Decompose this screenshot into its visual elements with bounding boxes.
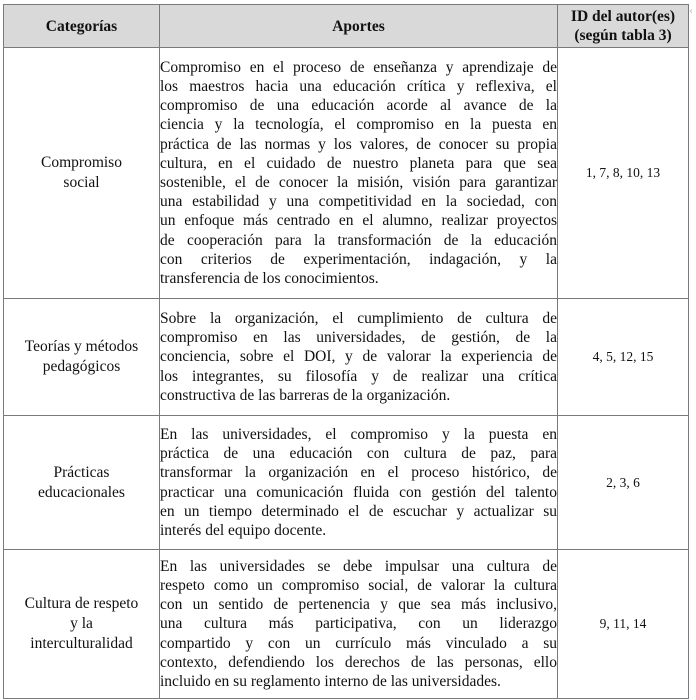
header-row [4,5,689,48]
text-line: ciencia y la tecnología, el compromiso en la puesta en [160,116,557,134]
table-row [4,416,689,550]
text-line: incluido en su reglamento interno de las universidades. [160,673,501,690]
text-line: interculturalidad [30,635,133,652]
text-line: contexto, defendiendo los derechos de las personas, ello [160,653,557,671]
text-line: conciencia, sobre el DOI, y de valorar la experiencia de [160,348,557,366]
text-line: de cooperación para la transformación de la educación [160,231,557,249]
aportes-lines [160,557,557,691]
text-line: Teorías y métodos [24,338,139,355]
text-line: con un sentido de pertenencia y que sea más inclusivo, [160,596,557,614]
text-line: práctica de una educación con cultura de paz, para [160,445,557,463]
category-lines [4,594,159,654]
category-cell [4,416,160,550]
aportes-lines [160,309,557,405]
author-ids-cell: 4, 5, 12, 15 [558,299,689,416]
text-line: compromiso de una educación acorde al avance de la [160,97,557,115]
text-line: compartido y con un currículo más vinculado a su [160,634,557,652]
text-line: cultura, en el cuidado de nuestro planeta para que sea [160,154,557,172]
table-row [4,48,689,299]
text-line: educacionales [38,483,125,501]
category-cell [4,550,160,699]
header-author-id-line1: ID del autor(es) [570,8,676,25]
contributions-table [3,4,689,699]
text-line: Prácticas [53,463,110,481]
text-line: En las universidades, el compromiso y la puesta en [160,425,557,443]
category-cell [4,299,160,416]
aportes-cell [160,299,558,416]
text-line: una estabilidad y una competitividad en la sociedad, con [160,193,557,211]
aportes-cell [160,550,558,699]
text-line: con criterios de experimentación, indagación, y la [160,250,557,268]
header-categories: Categorías [4,5,160,48]
text-line: En las universidades se debe impulsar una cultura de [160,557,557,575]
text-line: Compromiso en el proceso de enseñanza y aprendizaje de [160,58,557,76]
text-line: practicar una comunicación fluida con gestión del talento [160,483,557,501]
text-line: compromiso en las universidades, de gestión, de la [160,329,557,347]
aportes-lines [160,425,557,540]
author-ids-cell: 2, 3, 6 [558,416,689,550]
category-cell [4,48,160,299]
text-line: social [63,174,100,191]
text-line: interés del equipo docente. [160,521,327,539]
text-line: un enfoque más centrado en el alumno, realizar proyectos [160,212,557,230]
text-line: transferencia de los conocimientos. [160,270,379,288]
text-line: Cultura de respeto [24,595,139,612]
category-lines [4,337,159,377]
table-row [4,299,689,416]
text-line: sostenible, el de conocer la misión, visión para garantizar [160,174,557,191]
category-lines [4,153,159,193]
text-line: pedagógicos [42,358,121,375]
text-line: práctica de las normas y los valores, de conocer su propia [160,135,557,153]
aportes-lines [160,58,557,288]
text-line: los integrantes, su filosofía y de realizar una crítica [160,367,557,385]
header-aportes: Aportes [160,5,558,48]
aportes-cell [160,416,558,550]
text-line: y la [70,615,93,632]
aportes-cell [160,48,558,299]
category-lines [4,463,159,503]
chevron-left-icon: ‹ [689,6,693,17]
text-line: en un tiempo determinado el de escuchar y actualizar su [160,502,557,520]
text-line: transformar la organización en el proceso histórico, de [160,464,557,482]
header-author-id-line2: (según tabla 3) [574,27,672,44]
text-line: Sobre la organización, el cumplimiento de cultura de [160,309,557,327]
author-ids-cell: 1, 7, 8, 10, 13 [558,48,689,299]
text-line: respeto como un compromiso social, de valorar la cultura [160,576,557,594]
text-line: Compromiso [41,154,122,171]
text-line: los maestros hacia una educación crítica y reflexiva, el [160,77,557,95]
table-row [4,550,689,699]
text-line: una cultura más participativa, con un liderazgo [160,615,557,633]
header-author-id [558,5,689,48]
text-line: constructiva de las barreras de la organización. [160,386,451,404]
author-ids-cell: 9, 11, 14 [558,550,689,699]
